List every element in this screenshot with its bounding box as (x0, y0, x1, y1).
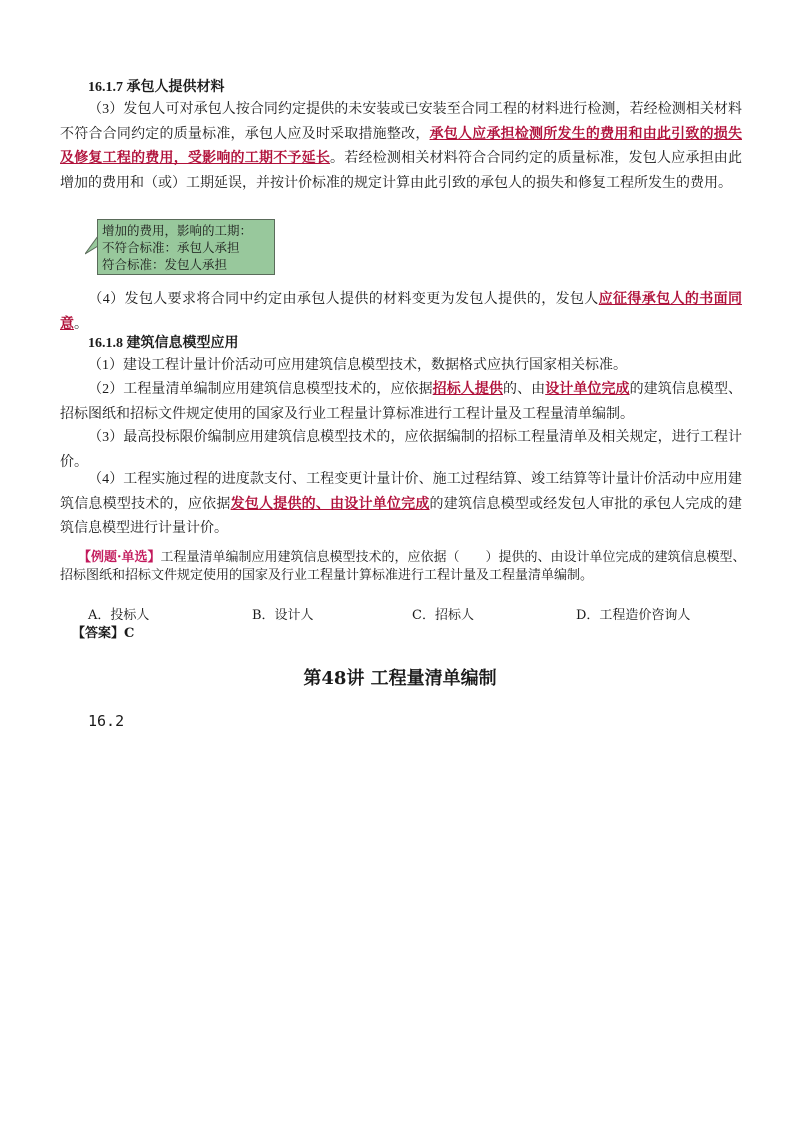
paragraph-16-1-8-item3: （3）最高投标限价编制应用建筑信息模型技术的，应依据编制的招标工程量清单及相关规定，进行工程计价。 (60, 430, 742, 470)
emphasis-tenderer-provided: 招标人提供 (432, 382, 503, 397)
emphasis-written-consent: 应征得承包人的书面同意 (60, 292, 742, 332)
note-line: 增加的费用，影响的工期： (102, 224, 253, 238)
summary-note-box (97, 219, 275, 275)
paragraph-16-1-8-item1: （1）建设工程计量计价活动可应用建筑信息模型技术，数据格式应执行国家相关标准。 (88, 358, 627, 373)
paragraph-16-1-7-item4: （4）发包人要求将合同中约定由承包人提供的材料变更为发包人提供的，发包人应征得承包人的书面同意。 (60, 292, 742, 332)
lecture-title: 第48讲 工程量清单编制 (303, 668, 497, 689)
option-d: D．工程造价咨询人 (576, 608, 691, 623)
note-line: 不符合标准：承包人承担 (102, 241, 240, 255)
option-a: A．投标人 (88, 608, 150, 623)
option-b: B．设计人 (252, 608, 314, 623)
example-question: 【例题·单选】工程量清单编制应用建筑信息模型技术的，应依据（ ）提供的、由设计单位完成的建筑信息模型、招标图纸和招标文件规定使用的国家及行业工程量计算标准进行工程计量及工程量清单编制。 (60, 550, 746, 583)
example-tag: 【例题·单选】 (78, 550, 161, 565)
section-heading-16-1-8: 16.1.8 建筑信息模型应用 (88, 336, 239, 351)
paragraph-16-1-8-item2: （2）工程量清单编制应用建筑信息模型技术的，应依据招标人提供的、由设计单位完成的建筑信息模型、招标图纸和招标文件规定使用的国家及行业工程量计算标准进行工程计量及工程量清单编制。 (60, 382, 743, 422)
example-answer: 【答案】C (72, 626, 135, 641)
emphasis-design-unit: 设计单位完成 (545, 382, 630, 397)
note-line: 符合标准：发包人承担 (102, 258, 228, 272)
emphasis-contractor-bears-cost: 承包人应承担检测所发生的费用和由此引致的损失及修复工程的费用，受影响的工期不予延长 (60, 126, 742, 166)
section-heading-16-1-7: 16.1.7 承包人提供材料 (88, 80, 225, 95)
emphasis-employer-provided: 发包人提供的、由设计单位完成 (230, 496, 430, 512)
paragraph-16-1-8-item4: （4）工程实施过程的进度款支付、工程变更计量计价、施工过程结算、竣工结算等计量计价活动中应用建筑信息模型技术的，应依据发包人提供的、由设计单位完成的建筑信息模型或经发包人审批的承包人完成的建筑信息模型进行计量计价。 (60, 472, 743, 536)
next-section-number: 16.2 (88, 712, 125, 730)
paragraph-16-1-7-item3: （3）发包人可对承包人按合同约定提供的未安装或已安装至合同工程的材料进行检测，若经检测相关材料不符合合同约定的质量标准，承包人应及时采取措施整改，承包人应承担检测所发生的费用和由此引致的损失及修复工程的费用，受影响的工期不予延长。若经检测相关材料符合合同约定的质量标准，发包人应承担由此增加的费用和（或）工期延误，并按计价标准的规定计算由此引致的承包人的损失和修复工程所发生的费用。 (60, 102, 743, 191)
option-c: C．招标人 (412, 608, 474, 623)
